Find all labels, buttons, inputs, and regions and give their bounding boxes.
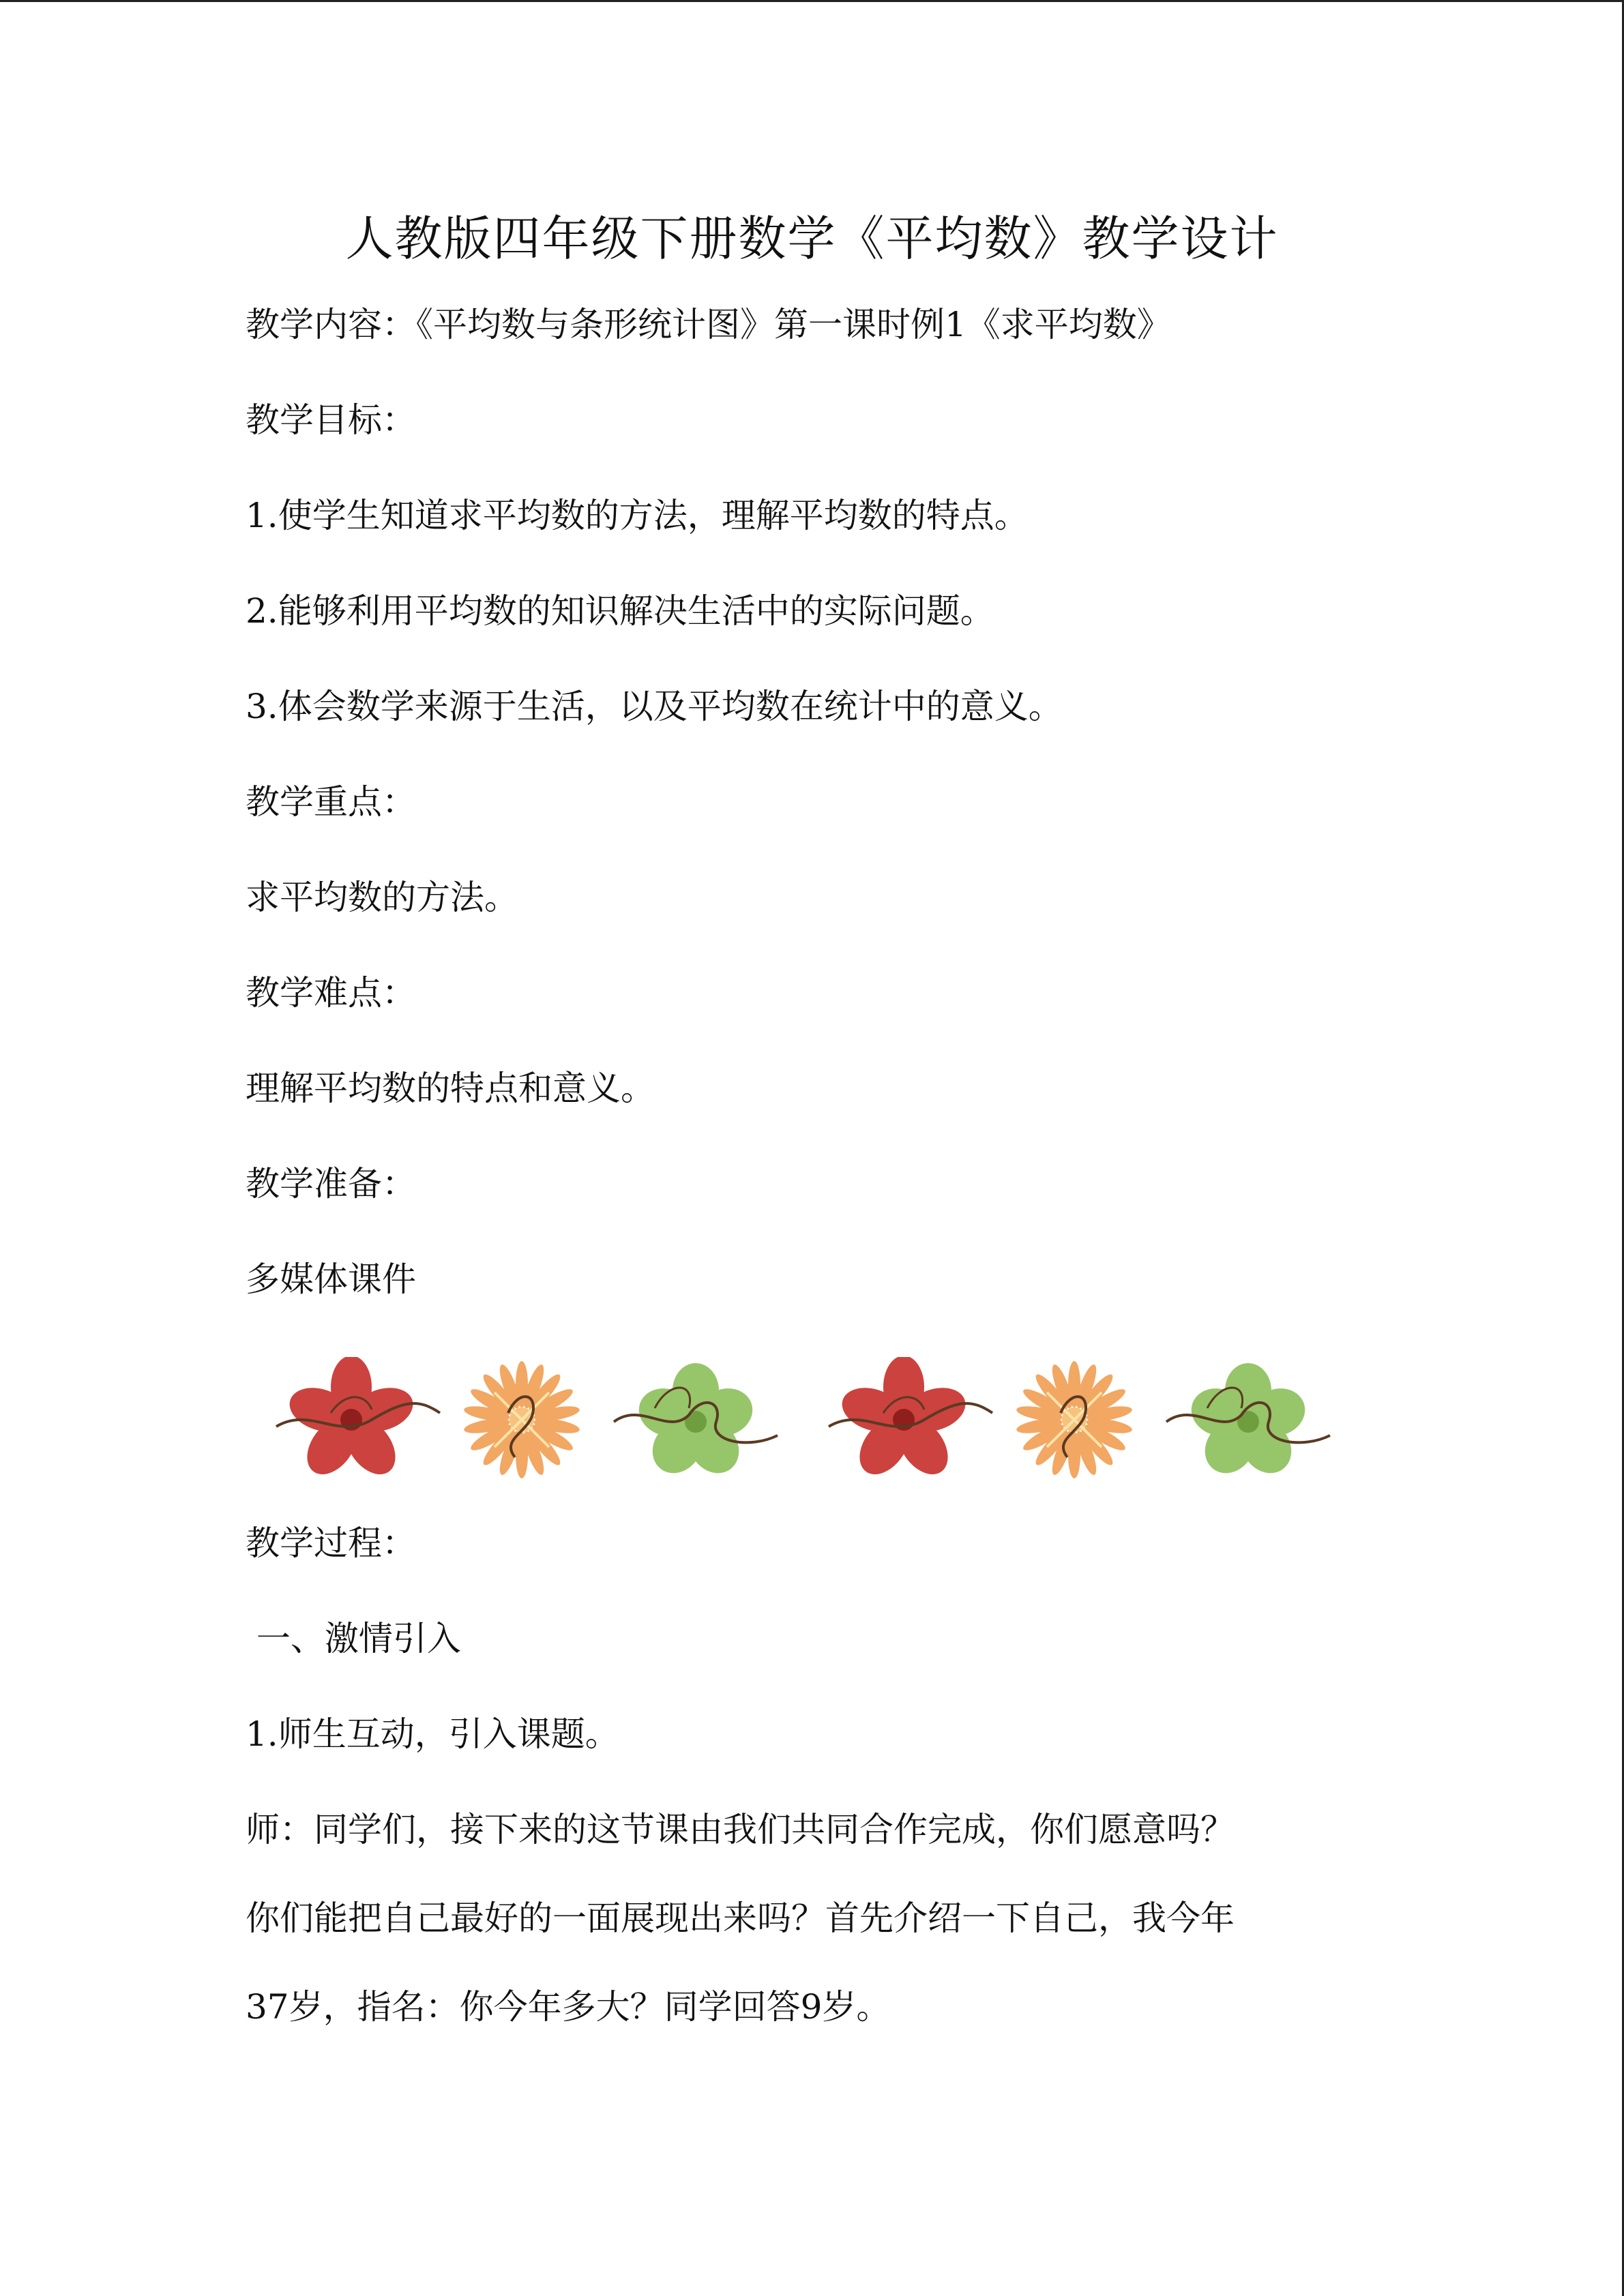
objective-2: 2.能够利用平均数的知识解决生活中的实际问题。 (246, 591, 994, 631)
teacher-dialogue-line-2: 你们能把自己最好的一面展现出来吗？首先介绍一下自己，我今年 (246, 1898, 1235, 1938)
difficulty: 理解平均数的特点和意义。 (246, 1069, 655, 1108)
objective-3: 3.体会数学来源于生活，以及平均数在统计中的意义。 (246, 687, 1063, 726)
key-point: 求平均数的方法。 (246, 878, 518, 917)
objective-1: 1.使学生知道求平均数的方法，理解平均数的特点。 (246, 496, 1029, 535)
objectives-heading: 教学目标： (246, 400, 416, 440)
section-1-heading: 一、激情引入 (246, 1619, 461, 1658)
page-border-top (0, 0, 1624, 2)
difficulty-heading: 教学难点： (246, 973, 416, 1013)
preparation: 多媒体课件 (246, 1259, 416, 1299)
step-1: 1.师生互动，引入课题。 (246, 1714, 619, 1754)
flower-divider-image (269, 1357, 1402, 1480)
teacher-dialogue-line-3: 37岁，指名：你今年多大？同学回答9岁。 (246, 1987, 891, 2027)
process-heading: 教学过程： (246, 1523, 416, 1563)
key-point-heading: 教学重点： (246, 782, 416, 822)
teaching-content: 教学内容：《平均数与条形统计图》第一课时例1《求平均数》 (246, 305, 1171, 344)
teacher-dialogue-line-1: 师：同学们，接下来的这节课由我们共同合作完成，你们愿意吗？ (246, 1810, 1235, 1849)
document-title: 人教版四年级下册数学《平均数》教学设计 (345, 211, 1279, 267)
preparation-heading: 教学准备： (246, 1164, 416, 1204)
